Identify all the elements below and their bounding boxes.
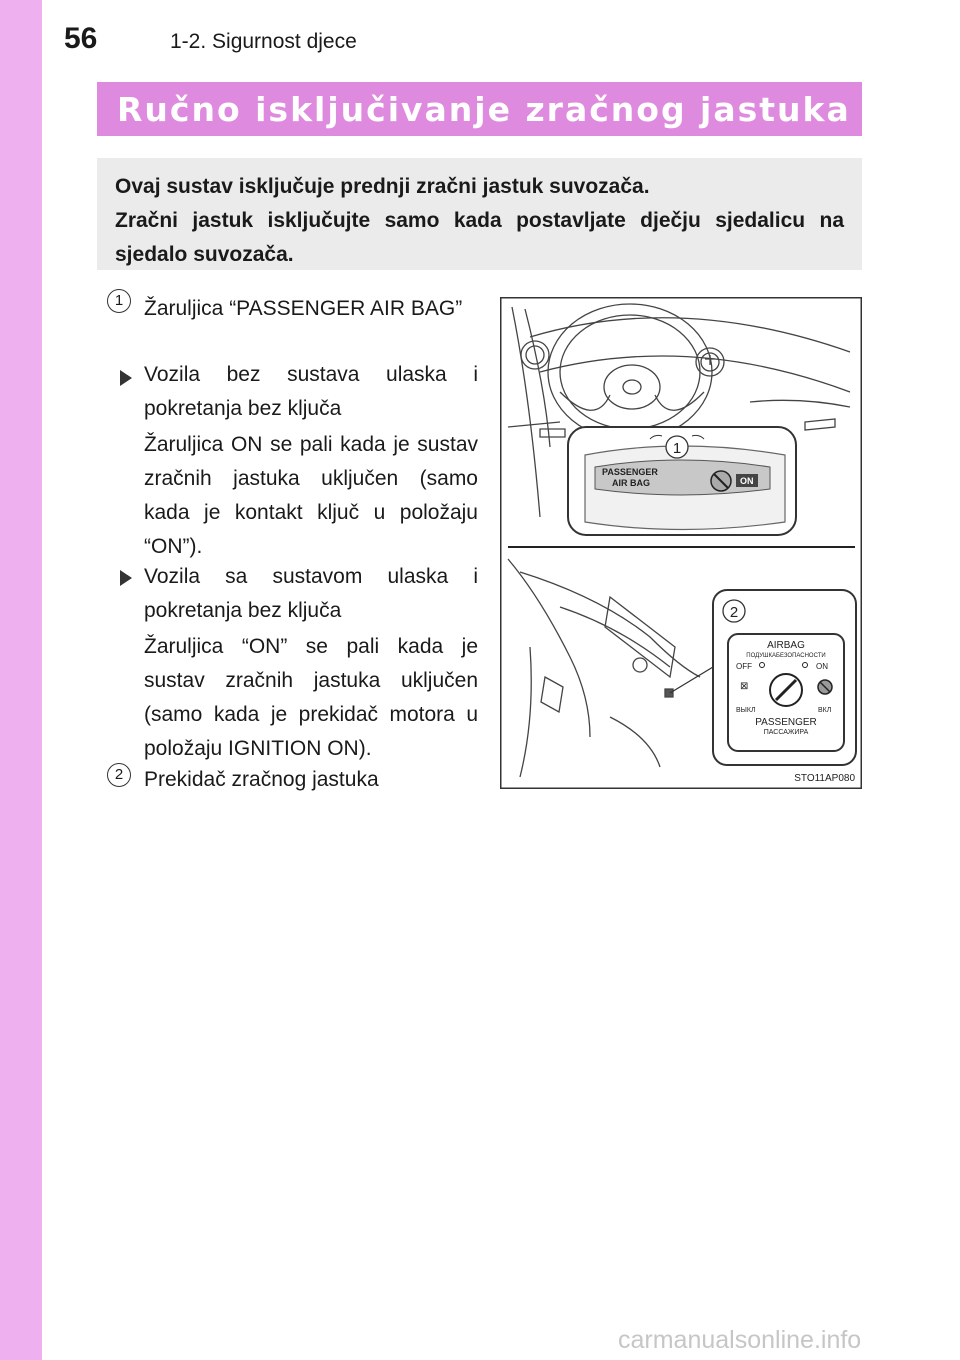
airbag-off-symbol-icon: ⊠: [740, 681, 749, 692]
switch-off-label: OFF: [736, 662, 752, 671]
bullet-triangle-icon: [120, 570, 132, 586]
callout-1: [568, 427, 796, 535]
item-1-sub-1-text: Žaruljica ON se pali kada je sustav zračnih jastuka uključen (samo kada je kontakt ključ u položaju “ON”).: [144, 433, 478, 558]
bullet-triangle-icon: [120, 370, 132, 386]
section-title-bar: [97, 82, 862, 136]
switch-on-ru-label: ВКЛ: [818, 707, 832, 714]
item-2-label: Prekidač zračnog jastuka: [144, 768, 379, 791]
side-tab: [0, 0, 42, 1360]
callout-2-number: 2: [729, 604, 739, 621]
running-head: 1-2. Sigurnost djece: [170, 30, 357, 53]
item-1-sub-1-heading: Vozila bez sustava ulaska i pokretanja bez ključa: [144, 363, 478, 420]
item-1-sub-2-text: Žaruljica “ON” se pali kada je sustav zračnih jastuka uključen (samo kada je prekidač motora u položaju IGNITION ON).: [144, 635, 478, 760]
passenger-label: PASSENGER: [602, 467, 658, 477]
airbag-label: AIR BAG: [612, 478, 650, 488]
callout-1-number: 1: [672, 440, 682, 457]
item-1-sub-2-heading: Vozila sa sustavom ulaska i pokretanja bez ključa: [144, 565, 478, 622]
switch-title: AIRBAG: [767, 640, 805, 651]
page-number: 56: [64, 22, 98, 55]
intro-line-1: Ovaj sustav isključuje prednji zračni jastuk suvozača.: [115, 175, 650, 198]
switch-title-ru: ПОДУШКАБЕЗОПАСНОСТИ: [746, 653, 826, 659]
switch-passenger-label: PASSENGER: [755, 717, 817, 728]
intro-line-2: Zračni jastuk isključujte samo kada postavljate dječju sjedalicu na sjedalo suvozača.: [115, 209, 844, 266]
section-title: Ručno isključivanje zračnog jastuka: [117, 90, 851, 129]
switch-passenger-ru-label: ПАССАЖИРА: [763, 729, 809, 736]
intro-box: [97, 158, 862, 270]
airbag-figure: [500, 297, 862, 789]
watermark: carmanualsonline.info: [618, 1326, 862, 1354]
item-1-label: Žaruljica “PASSENGER AIR BAG”: [144, 297, 463, 320]
item-1-marker: 1: [107, 289, 131, 313]
figure-code: STO11AP080: [794, 773, 855, 784]
indicator-on-label: ON: [740, 476, 754, 486]
switch-off-ru-label: ВЫКЛ: [736, 707, 756, 714]
callout-2: [713, 590, 856, 765]
switch-on-label: ON: [816, 662, 828, 671]
item-2-marker: 2: [107, 763, 131, 787]
